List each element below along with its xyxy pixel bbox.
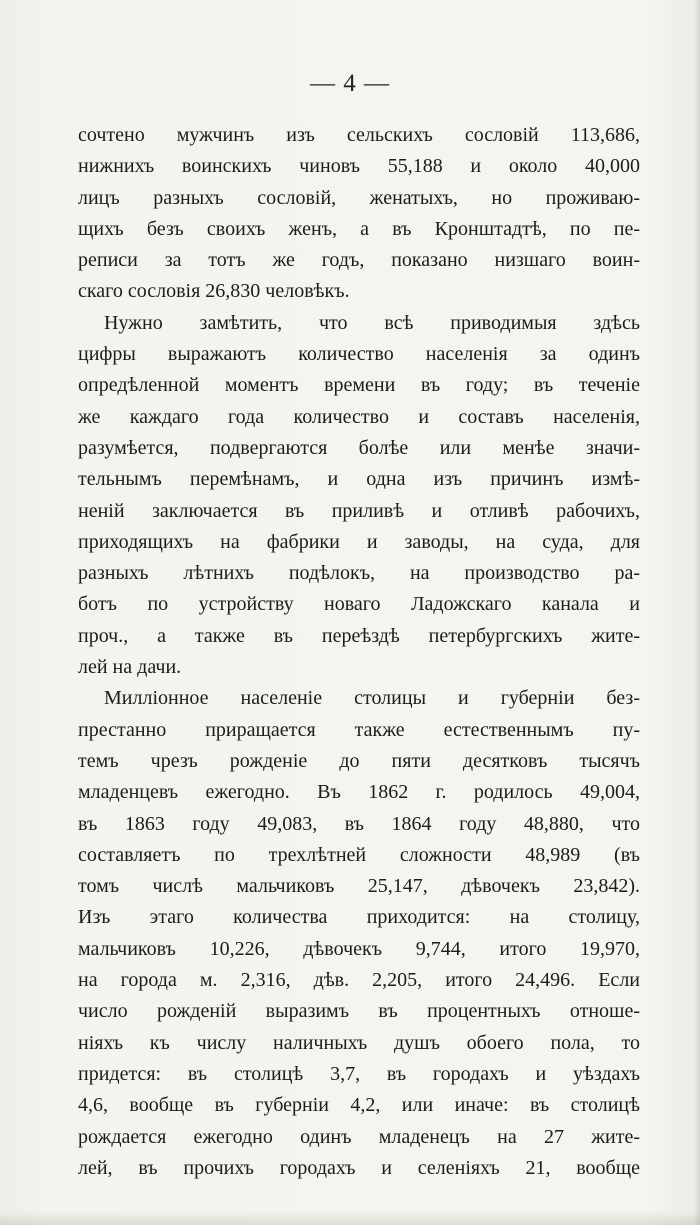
- text-line: приходящихъ на фабрики и заводы, на суда, для: [78, 530, 640, 553]
- text-line: въ 1863 году 49,083, въ 1864 году 48,880, что: [78, 812, 640, 835]
- text-line: опредѣленной моментъ времени въ году; въ теченіе: [78, 374, 640, 397]
- text-line: Изъ этаго количества приходится: на столицу,: [78, 906, 640, 929]
- text-line: проч., а также въ переѣздѣ петербургскихъ жите-: [78, 624, 640, 647]
- text-line: лей, въ прочихъ городахъ и селеніяхъ 21, вообще: [78, 1156, 640, 1179]
- text-line: мальчиковъ 10,226, дѣвочекъ 9,744, итого 19,970,: [78, 937, 640, 960]
- text-line: составляетъ по трехлѣтней сложности 48,989 (въ: [78, 843, 640, 866]
- text-line: рождается ежегодно одинъ младенецъ на 27 жите-: [78, 1125, 640, 1148]
- text-line: ніяхъ къ числу наличныхъ душъ обоего пола, то: [78, 1031, 640, 1054]
- text-line: число рожденій выразимъ въ процентныхъ отноше-: [78, 1000, 640, 1023]
- text-line: неній заключается въ приливѣ и отливѣ рабочихъ,: [78, 499, 640, 522]
- text-line: реписи за тотъ же годъ, показано низшаго воин-: [78, 249, 640, 272]
- text-line: младенцевъ ежегодно. Въ 1862 г. родилось 49,004,: [78, 781, 640, 804]
- paragraph-1: [78, 120, 640, 308]
- text-line: 4,6, вообще въ губерніи 4,2, или иначе: въ столицѣ: [78, 1094, 640, 1117]
- text-line: томъ числѣ мальчиковъ 25,147, дѣвочекъ 23,842).: [78, 875, 640, 898]
- page-number: — 4 —: [310, 70, 390, 97]
- text-line: ботъ по устройству новаго Ладожскаго канала и: [78, 593, 640, 616]
- text-line: же каждаго года количество и составъ населенія,: [78, 405, 640, 428]
- paragraph-3: [78, 683, 640, 1184]
- text-line: щихъ безъ своихъ женъ, а въ Кронштадтѣ, по пе-: [78, 217, 640, 240]
- text-line: лицъ разныхъ сословій, женатыхъ, но проживаю-: [78, 186, 640, 209]
- page-bottom-edge: [0, 1211, 700, 1225]
- text-line: тельнымъ перемѣнамъ, и одна изъ причинъ измѣ-: [78, 468, 640, 491]
- text-line: скаго сословія 26,830 человѣкъ.: [78, 280, 350, 303]
- text-line: Милліонное населеніе столицы и губерніи без-: [104, 687, 640, 710]
- paragraph-2: [78, 308, 640, 684]
- text-line: разныхъ лѣтнихъ подѣлокъ, на производство ра-: [78, 562, 640, 585]
- text-line: темъ чрезъ рожденіе до пяти десятковъ тысячъ: [78, 749, 640, 772]
- text-line: престанно приращается также естественнымъ пу-: [78, 718, 640, 741]
- text-line: Нужно замѣтить, что всѣ приводимыя здѣсь: [104, 311, 640, 334]
- text-line: на города м. 2,316, дѣв. 2,205, итого 24,496. Если: [78, 969, 640, 992]
- text-line: разумѣется, подвергаются болѣе или менѣе значи-: [78, 436, 640, 459]
- text-line: лей на дачи.: [78, 656, 182, 679]
- text-line: цифры выражаютъ количество населенія за одинъ: [78, 343, 640, 366]
- body-text: [78, 120, 640, 1184]
- text-line: придется: въ столицѣ 3,7, въ городахъ и уѣздахъ: [78, 1062, 640, 1085]
- text-line: нижнихъ воинскихъ чиновъ 55,188 и около 40,000: [78, 155, 640, 178]
- text-line: сочтено мужчинъ изъ сельскихъ сословій 113,686,: [78, 124, 640, 146]
- page-right-edge: [694, 0, 700, 1225]
